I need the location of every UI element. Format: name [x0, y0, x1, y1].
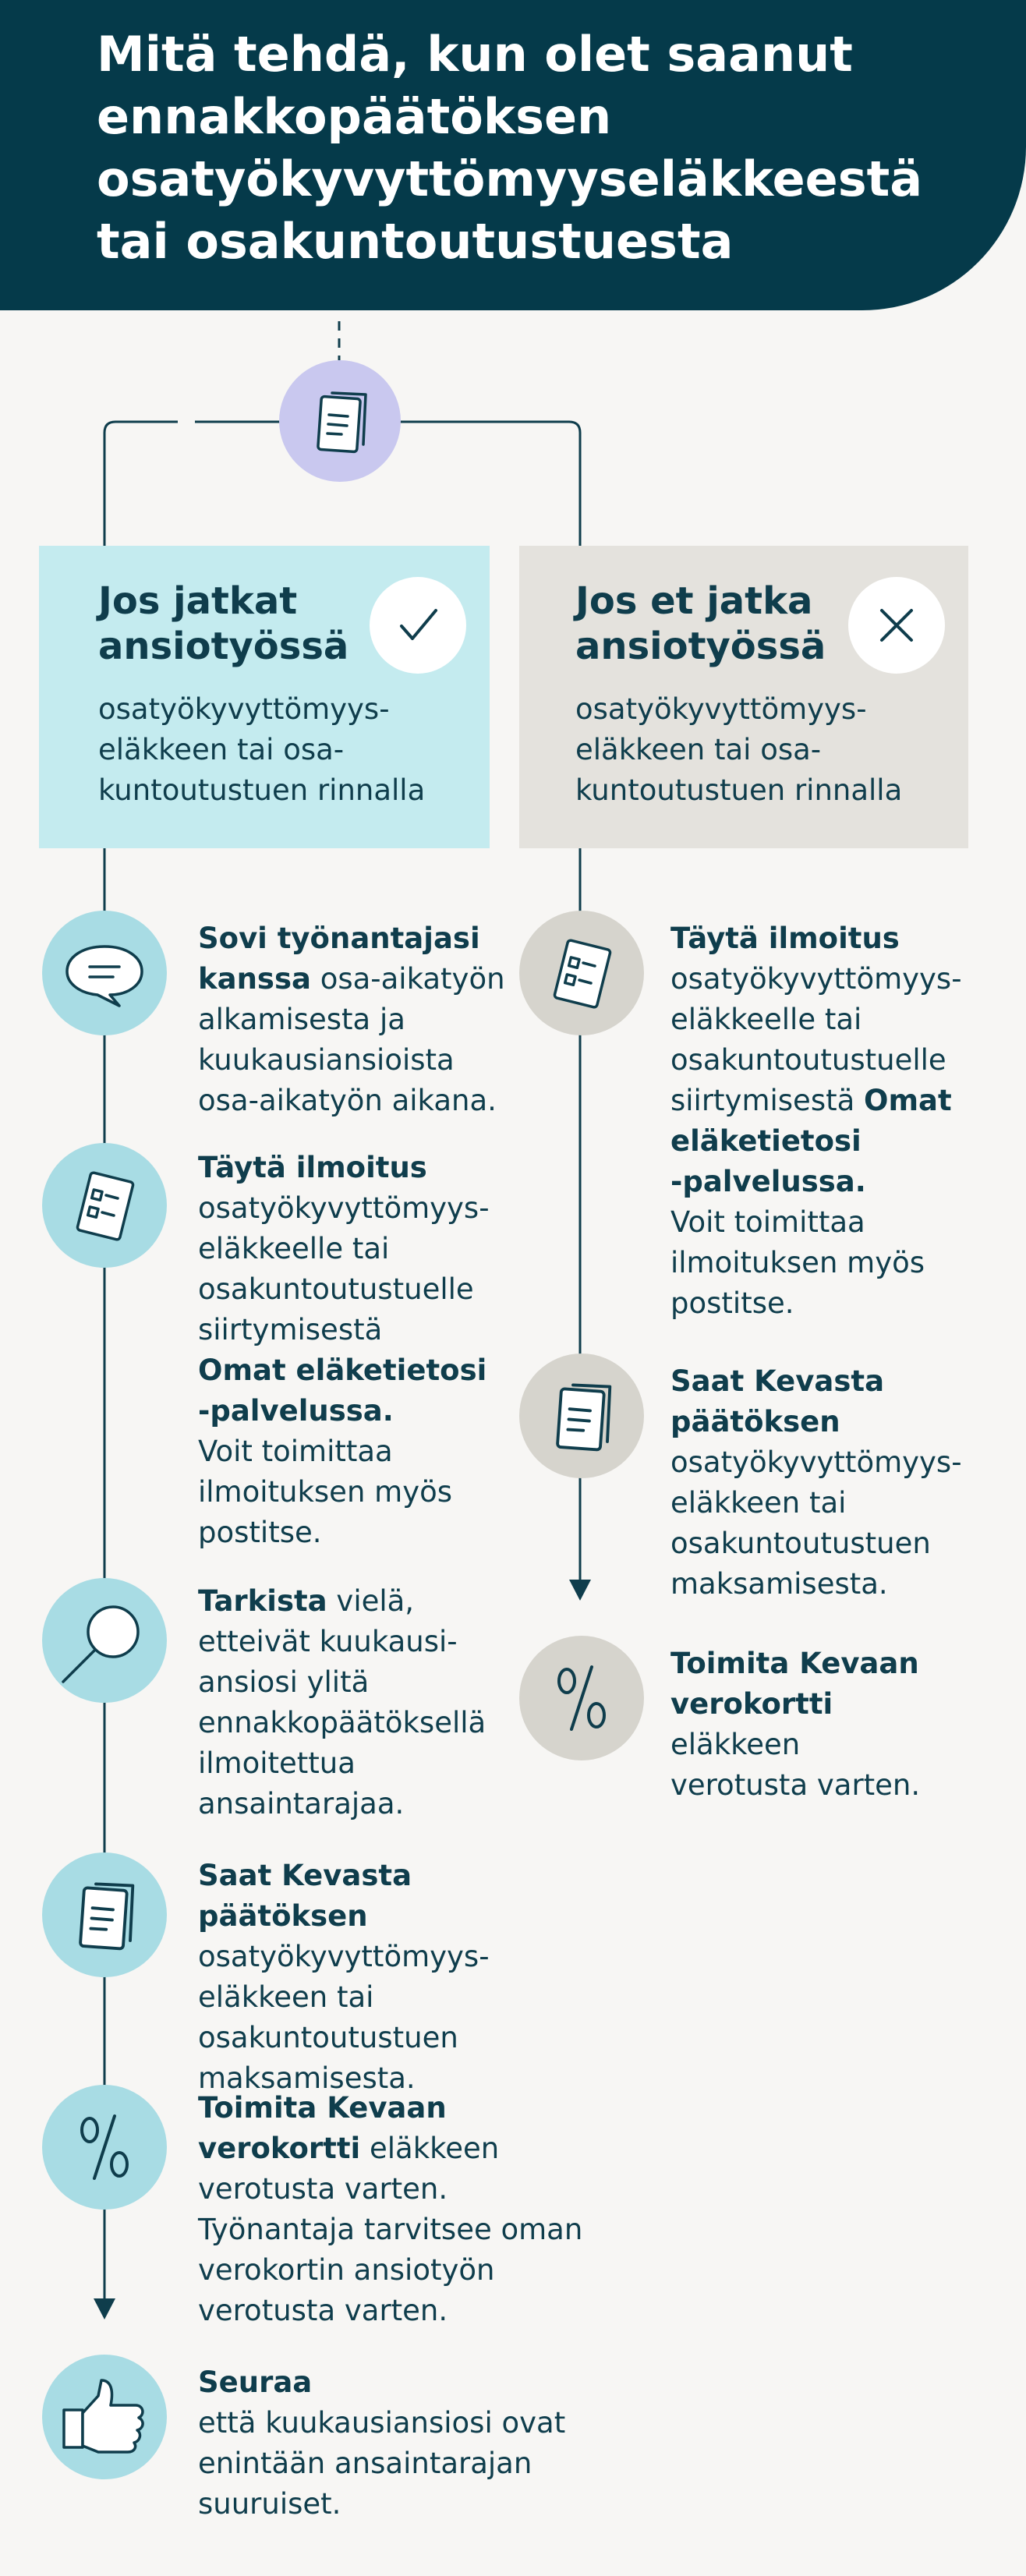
step-line	[670, 1000, 998, 1040]
documents-icon	[539, 1373, 624, 1459]
step-line	[198, 2088, 619, 2128]
left-step-4-circle	[42, 1852, 167, 1977]
step-line	[198, 1622, 525, 1662]
step-line	[198, 2443, 619, 2484]
step-text: ilmoituksen myös	[670, 1246, 925, 1279]
step-line	[198, 1229, 525, 1269]
step-line	[198, 2018, 588, 2058]
documents-icon	[301, 382, 379, 460]
step-line	[198, 1703, 525, 1743]
subtitle-line: eläkkeen tai osa-	[575, 733, 822, 766]
check-badge	[370, 577, 466, 674]
step-line	[670, 1402, 998, 1442]
step-text: maksamisesta.	[670, 1567, 888, 1601]
step-line	[198, 2484, 619, 2525]
step-bold: Tarkista	[198, 1584, 327, 1618]
step-line	[198, 1391, 525, 1431]
step-bold: Täytä ilmoitus	[198, 1151, 427, 1184]
step-line	[198, 1662, 525, 1703]
step-text: ennakkopäätöksellä	[198, 1706, 486, 1739]
step-line	[198, 2169, 619, 2210]
step-line	[198, 1310, 525, 1350]
step-line	[198, 2362, 619, 2403]
step-text: enintään ansaintarajan	[198, 2447, 532, 2480]
step-bold: Seuraa	[198, 2365, 313, 2399]
step-text: osakuntoutustuen	[670, 1527, 931, 1560]
cross-badge	[848, 577, 945, 674]
step-text: että kuukausiansiosi ovat	[198, 2406, 566, 2440]
step-text: verotusta varten.	[198, 2172, 448, 2206]
step-text: etteivät kuukausi-	[198, 1625, 458, 1658]
step-line	[670, 1283, 998, 1324]
top-documents-circle	[279, 360, 401, 482]
step-line	[198, 1148, 525, 1188]
right-step-3-circle	[519, 1636, 644, 1760]
step-line	[198, 959, 525, 1000]
continue-working-box	[39, 546, 490, 848]
form-icon	[539, 930, 624, 1016]
step-bold: Omat	[864, 1084, 952, 1117]
continue-working-subtitle	[98, 689, 425, 811]
magnifier-icon	[54, 1590, 155, 1691]
step-bold: päätöksen	[670, 1405, 840, 1438]
step-line	[670, 1040, 998, 1081]
step-text: postitse.	[198, 1516, 322, 1549]
step-bold: Täytä ilmoitus	[670, 922, 900, 955]
left-step-2-circle	[42, 1143, 167, 1268]
title-line: Jos et jatka	[575, 579, 813, 623]
step-bold: -palvelussa.	[670, 1165, 866, 1198]
left-step-6-text	[198, 2362, 619, 2525]
step-text: ilmoituksen myös	[198, 1475, 453, 1509]
step-text: vielä,	[327, 1584, 415, 1618]
step-bold: Saat Kevasta päätöksen	[198, 1859, 412, 1933]
documents-icon	[62, 1872, 147, 1958]
step-line	[670, 1442, 998, 1483]
stop-working-title	[575, 579, 826, 669]
step-line	[670, 1202, 998, 1243]
step-line	[198, 1431, 525, 1472]
step-line	[670, 918, 998, 959]
step-line	[198, 1581, 525, 1622]
step-text: osa-aikatyön aikana.	[198, 1084, 497, 1117]
step-text: verotusta varten.	[670, 1768, 921, 1802]
step-line	[670, 1564, 998, 1605]
step-line	[198, 1081, 525, 1121]
title-line: Jos jatkat	[98, 579, 298, 623]
right-step-1-circle	[519, 911, 644, 1035]
percent-icon	[547, 1659, 617, 1737]
step-line	[198, 2210, 619, 2250]
step-text: siirtymisestä	[670, 1084, 865, 1117]
step-bold: Saat Kevasta	[670, 1364, 885, 1398]
step-text: maksamisesta.	[198, 2061, 416, 2095]
step-text: Työnantaja tarvitsee oman	[198, 2213, 583, 2246]
right-step-2-circle	[519, 1353, 644, 1478]
step-line	[198, 1784, 525, 1824]
step-bold: kanssa	[198, 962, 311, 996]
step-text: eläkkeen tai	[198, 1980, 374, 2014]
left-step-3-circle	[42, 1578, 167, 1703]
step-text: osatyökyvyttömyys-	[198, 1940, 490, 1973]
step-line	[670, 1644, 998, 1684]
step-line	[670, 1765, 998, 1806]
step-line	[198, 1472, 525, 1513]
step-line	[198, 1350, 525, 1391]
check-icon	[391, 598, 445, 653]
right-step-3-text	[670, 1644, 998, 1806]
left-step-3-text	[198, 1581, 525, 1824]
step-text: verotusta varten.	[198, 2294, 448, 2327]
step-line	[198, 1040, 525, 1081]
step-text: suuruiset.	[198, 2487, 341, 2521]
step-line	[198, 1977, 588, 2018]
subtitle-line: osatyökyvyttömyys-	[98, 692, 390, 726]
form-icon	[62, 1162, 147, 1248]
step-line	[198, 1000, 525, 1040]
step-line	[670, 959, 998, 1000]
step-line	[670, 1243, 998, 1283]
step-text: ansiosi ylitä	[198, 1665, 370, 1699]
step-line	[198, 1269, 525, 1310]
step-text: osatyökyvyttömyys-	[670, 1445, 962, 1479]
step-line	[670, 1523, 998, 1564]
step-line	[670, 1684, 998, 1725]
step-bold: Omat eläketietosi	[198, 1353, 487, 1387]
page-title: Mitä tehdä, kun olet saanut ennakkopäätöksen osatyökyvyttömyyseläkkeestä tai osakuntoutustuesta	[97, 26, 923, 270]
step-line	[670, 1725, 998, 1765]
thumbs-up-icon	[58, 2374, 151, 2460]
subtitle-line: kuntoutustuen rinnalla	[98, 773, 426, 807]
step-text: ansaintarajaa.	[198, 1787, 405, 1821]
step-text: alkamisesta ja	[198, 1003, 405, 1036]
left-step-2-text	[198, 1148, 525, 1553]
step-text: osakuntoutustuelle	[198, 1272, 474, 1306]
step-bold: Toimita Kevaan	[198, 2091, 447, 2125]
step-bold: Toimita Kevaan	[670, 1647, 919, 1680]
step-text: eläkkeen tai	[670, 1486, 847, 1520]
step-line	[670, 1162, 998, 1202]
left-step-5-text	[198, 2088, 619, 2331]
chat-bubble-icon	[62, 934, 147, 1012]
step-bold: verokortti	[198, 2132, 361, 2165]
cross-icon	[869, 598, 924, 653]
step-text: osatyökyvyttömyys-	[670, 962, 962, 996]
step-line	[198, 2291, 619, 2331]
step-text: osa-aikatyön	[310, 962, 505, 996]
step-line	[198, 1188, 525, 1229]
left-step-1-circle	[42, 911, 167, 1035]
stop-working-subtitle	[575, 689, 902, 811]
step-line	[198, 1856, 588, 1937]
step-line	[198, 918, 525, 959]
step-line	[198, 2128, 619, 2169]
continue-working-title	[98, 579, 348, 669]
step-line	[198, 1937, 588, 1977]
percent-icon	[69, 2108, 140, 2186]
step-bold: verokortti	[670, 1687, 833, 1721]
step-line	[198, 2250, 619, 2291]
step-text: eläkkeen	[670, 1728, 801, 1761]
left-step-4-text	[198, 1856, 588, 2099]
step-text: osakuntoutustuen	[198, 2021, 458, 2054]
step-text: Voit toimittaa	[198, 1435, 393, 1468]
step-text: Voit toimittaa	[670, 1205, 865, 1239]
subtitle-line: osatyökyvyttömyys-	[575, 692, 867, 726]
step-bold: Sovi työnantajasi	[198, 922, 480, 955]
subtitle-line: eläkkeen tai osa-	[98, 733, 345, 766]
step-text: verokortin ansiotyön	[198, 2253, 495, 2287]
step-text: osatyökyvyttömyys-	[198, 1191, 490, 1225]
step-line	[670, 1121, 998, 1162]
right-step-2-text	[670, 1361, 998, 1605]
step-line	[198, 1513, 525, 1553]
step-text: kuukausiansioista	[198, 1043, 455, 1077]
step-text: eläkkeen	[360, 2132, 500, 2165]
step-line	[198, 1743, 525, 1784]
step-text: osakuntoutustuelle	[670, 1043, 946, 1077]
step-line	[670, 1483, 998, 1523]
step-line	[670, 1361, 998, 1402]
step-text: postitse.	[670, 1286, 794, 1320]
left-step-1-text	[198, 918, 525, 1121]
step-bold: eläketietosi	[670, 1124, 861, 1158]
title-line: ansiotyössä	[575, 625, 826, 668]
subtitle-line: kuntoutustuen rinnalla	[575, 773, 903, 807]
left-step-6-circle	[42, 2355, 167, 2479]
step-text: siirtymisestä	[198, 1313, 383, 1346]
step-line	[670, 1081, 998, 1121]
step-line	[198, 2403, 619, 2443]
step-text: ilmoitettua	[198, 1746, 356, 1780]
step-text: eläkkeelle tai	[198, 1232, 390, 1265]
title-line: ansiotyössä	[98, 625, 349, 668]
right-step-1-text	[670, 918, 998, 1324]
step-bold: -palvelussa.	[198, 1394, 394, 1428]
left-step-5-circle	[42, 2085, 167, 2210]
stop-working-box	[519, 546, 968, 848]
step-text: eläkkeelle tai	[670, 1003, 862, 1036]
